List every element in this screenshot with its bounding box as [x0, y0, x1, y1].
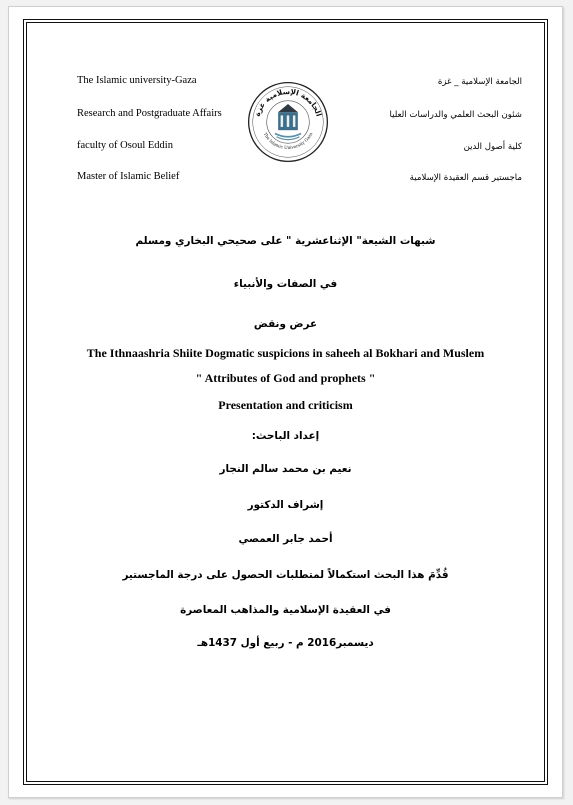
title-arabic-line3: عرض ونقض: [253, 318, 318, 330]
header-faculty-ar: كلية أصول الدين: [463, 142, 522, 152]
submission-date: ديسمبر2016 م - ربيع أول 1437هـ: [197, 637, 374, 649]
header-faculty-en: faculty of Osoul Eddin: [77, 140, 173, 151]
document-page: [8, 6, 563, 798]
svg-text:The Islamic University Gaza: The Islamic University Gaza: [261, 132, 315, 152]
prepared-by-label: إعداد الباحث:: [251, 430, 320, 442]
submission-field: في العقيدة الإسلامية والمذاهب المعاصرة: [180, 604, 391, 616]
title-english-line1: The Ithnaashria Shiite Dogmatic suspicions in saheeh al Bokhari and Muslem: [86, 346, 485, 360]
header-university-en: The Islamic university-Gaza: [77, 75, 197, 86]
header-university-ar: الجامعة الإسلامية _ غزة: [437, 77, 522, 87]
supervisor-name: أحمد جابر العمصي: [238, 533, 333, 545]
author-name: نعيم بن محمد سالم النجار: [219, 463, 352, 475]
university-seal-logo: [247, 81, 329, 163]
title-english-line3: Presentation and criticism: [218, 398, 353, 412]
header-research-en: Research and Postgraduate Affairs: [77, 108, 222, 119]
supervisor-label: إشراف الدكتور: [247, 499, 324, 511]
title-arabic-line2: في الصفات والأنبياء: [233, 278, 338, 290]
svg-text:الجامعة الإسلامية غزة: الجامعة الإسلامية غزة: [252, 86, 324, 118]
header-research-ar: شئون البحث العلمي والدراسات العليا: [389, 110, 522, 120]
title-arabic-line1: شبهات الشيعة" الإثناعشرية " على صحيحي البخاري ومسلم: [135, 235, 436, 247]
title-english-line2: " Attributes of God and prophets ": [195, 371, 376, 385]
submission-statement: قُدِّمَ هذا البحث استكمالاً لمتطلبات الحصول على درجة الماجستير: [122, 569, 449, 581]
header-program-en: Master of Islamic Belief: [77, 171, 180, 182]
header-program-ar: ماجستير قسم العقيدة الإسلامية: [409, 173, 522, 183]
